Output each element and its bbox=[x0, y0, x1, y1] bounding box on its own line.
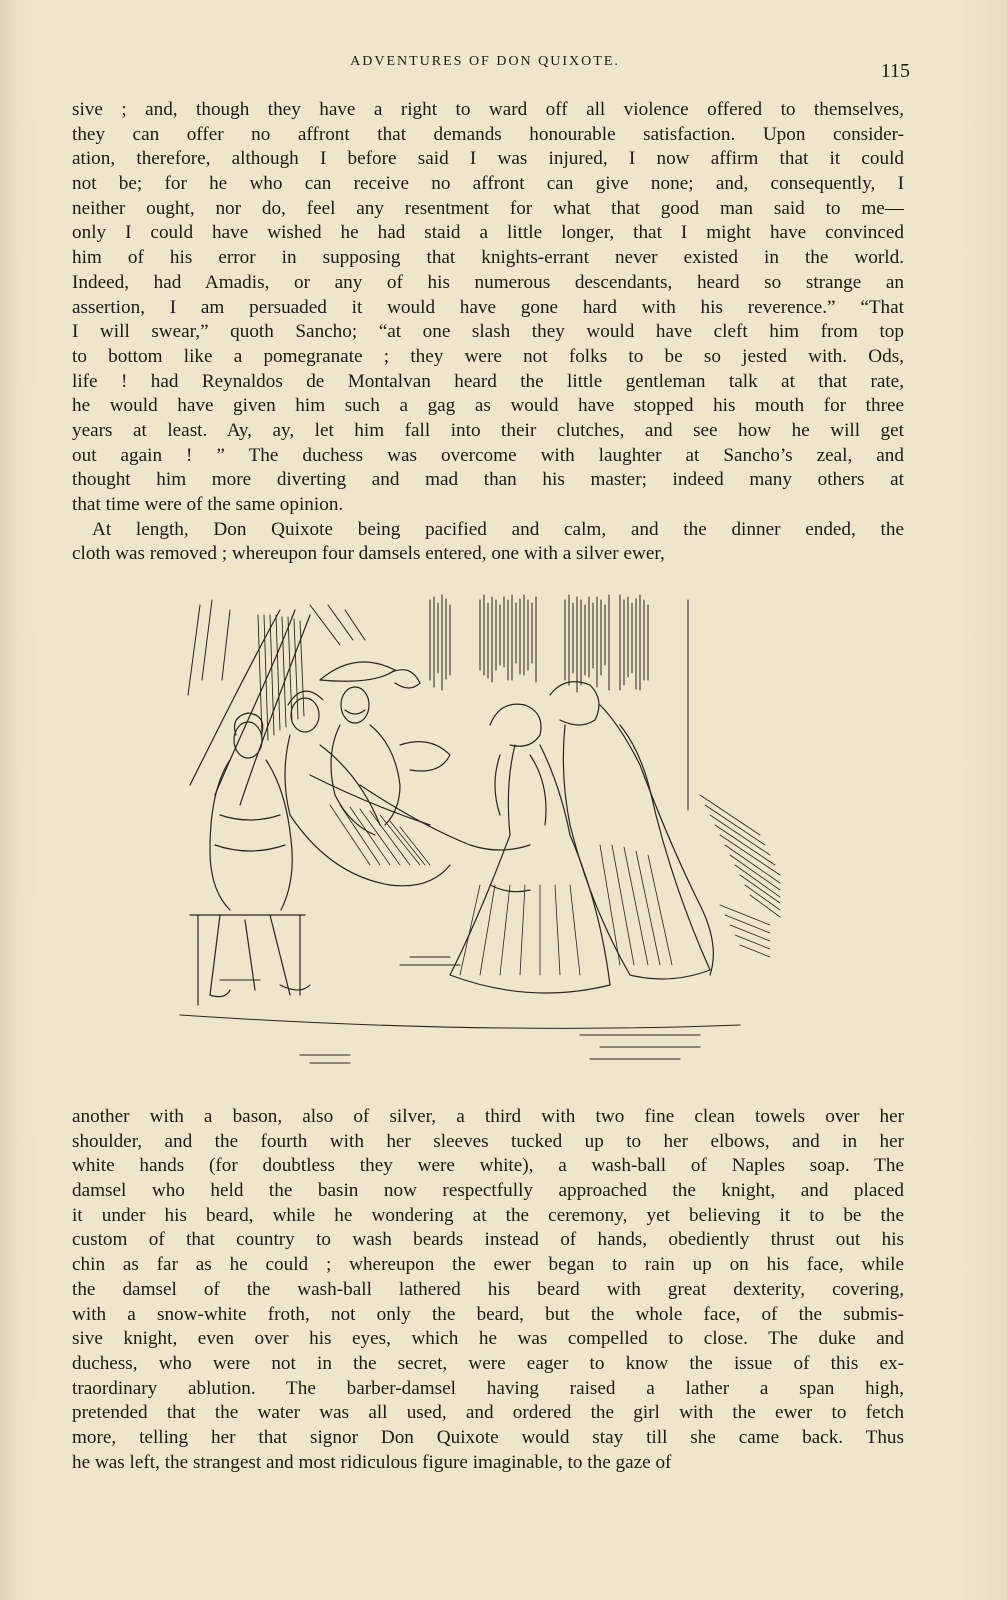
text-line: damsel who held the basin now respectfully approached the knight, and placed bbox=[72, 1180, 904, 1202]
text-line: neither ought, nor do, feel any resentment for what that good man said to me— bbox=[72, 197, 904, 219]
running-title: ADVENTURES OF DON QUIXOTE. bbox=[350, 54, 620, 69]
page-number: 115 bbox=[880, 60, 910, 82]
text-line: assertion, I am persuaded it would have gone hard with his reverence.” “That bbox=[72, 296, 904, 318]
page-header bbox=[60, 50, 910, 80]
text-line: At length, Don Quixote being pacified and calm, and the dinner ended, the bbox=[92, 518, 904, 540]
text-line: with a snow-white froth, not only the beard, but the whole face, of the submis- bbox=[72, 1303, 904, 1325]
text-line: Indeed, had Amadis, or any of his numerous descendants, heard so strange an bbox=[72, 271, 904, 293]
background-hatching bbox=[188, 595, 688, 810]
figure-damsels bbox=[450, 682, 713, 993]
text-line: cloth was removed ; whereupon four damsels entered, one with a silver ewer, bbox=[72, 543, 665, 565]
text-line: I will swear,” quoth Sancho; “at one slash they would have cleft him from top bbox=[72, 321, 904, 343]
text-line: he would have given him such a gag as would have stopped his mouth for three bbox=[72, 395, 904, 417]
text-line: only I could have wished he had staid a little longer, that I might have convinced bbox=[72, 222, 904, 244]
text-line: traordinary ablution. The barber-damsel having raised a lather a span high, bbox=[72, 1377, 904, 1399]
text-line: sive ; and, though they have a right to ward off all violence offered to themselves, bbox=[72, 99, 904, 120]
text-line: him of his error in supposing that knights-errant never existed in the world. bbox=[72, 247, 904, 269]
text-block-bottom bbox=[72, 1105, 904, 1475]
text-block-top bbox=[72, 98, 904, 567]
text-line: not be; for he who can receive no affront can give none; and, consequently, I bbox=[72, 173, 904, 195]
text-line: custom of that country to wash beards instead of hands, obediently thrust out his bbox=[72, 1229, 904, 1251]
figure-don-quixote bbox=[320, 662, 530, 892]
text-line: out again ! ” The duchess was overcome with laughter at Sancho’s zeal, and bbox=[72, 444, 904, 466]
text-line: to bottom like a pomegranate ; they were not folks to be so jested with. Ods, bbox=[72, 345, 904, 367]
text-line: chin as far as he could ; whereupon the ewer began to rain up on his face, while bbox=[72, 1254, 904, 1276]
text-line: the damsel of the wash-ball lathered his beard with great dexterity, covering, bbox=[72, 1278, 904, 1300]
engraving-illustration bbox=[160, 585, 820, 1085]
text-line: he was left, the strangest and most ridiculous figure imaginable, to the gaze of bbox=[72, 1451, 672, 1473]
text-line: another with a bason, also of silver, a third with two fine clean towels over her bbox=[72, 1106, 904, 1127]
figure-duchess bbox=[285, 691, 450, 886]
text-line: white hands (for doubtless they were white), a wash-ball of Naples soap. The bbox=[72, 1155, 904, 1177]
text-line: thought him more diverting and mad than his master; indeed many others at bbox=[72, 469, 904, 491]
text-line: duchess, who were not in the secret, were eager to know the issue of this ex- bbox=[72, 1352, 904, 1374]
text-line: that time were of the same opinion. bbox=[72, 494, 344, 515]
text-line: sive knight, even over his eyes, which he was compelled to close. The duke and bbox=[72, 1328, 904, 1350]
text-line: more, telling her that signor Don Quixote would stay till she came back. Thus bbox=[72, 1426, 904, 1448]
text-line: they can offer no affront that demands honourable satisfaction. Upon consider- bbox=[72, 123, 904, 145]
text-line: ation, therefore, although I before said I was injured, I now affirm that it could bbox=[72, 148, 904, 170]
text-line: pretended that the water was all used, and ordered the girl with the ewer to fetch bbox=[72, 1402, 904, 1424]
text-line: life ! had Reynaldos de Montalvan heard the little gentleman talk at that rate, bbox=[72, 370, 904, 392]
engraving-svg bbox=[160, 585, 820, 1085]
text-line: it under his beard, while he wondering at the ceremony, yet believing it to be the bbox=[72, 1204, 904, 1226]
text-line: years at least. Ay, ay, let him fall into their clutches, and see how he will get bbox=[72, 419, 904, 441]
text-line: shoulder, and the fourth with her sleeves tucked up to her elbows, and in her bbox=[72, 1130, 904, 1152]
figure-man-seated-left bbox=[190, 713, 310, 1005]
